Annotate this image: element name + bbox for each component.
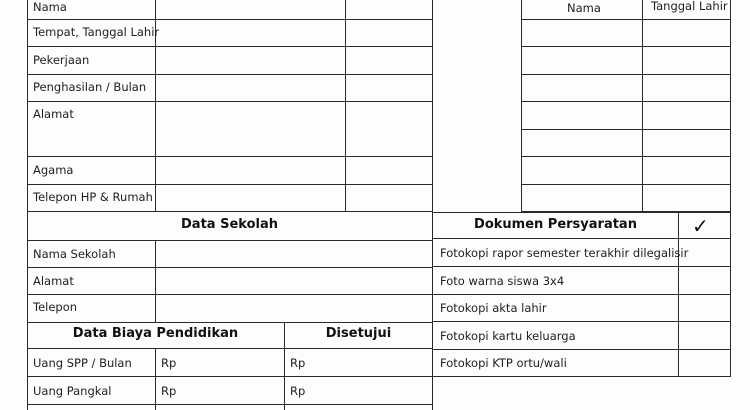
label-pekerjaan: Pekerjaan [33, 53, 90, 67]
spp-approved-currency: Rp [290, 356, 306, 370]
field-ttl-a[interactable] [156, 20, 345, 46]
sibling-6-dob[interactable] [643, 157, 730, 184]
label-alamat-sekolah: Alamat [33, 274, 74, 288]
field-nama-a[interactable] [156, 0, 345, 19]
field-pekerjaan-b[interactable] [346, 47, 432, 74]
sibling-5-dob[interactable] [643, 130, 730, 156]
field-nama-sekolah[interactable] [156, 241, 432, 267]
label-nama: Nama [33, 0, 67, 14]
check-foto[interactable] [680, 267, 730, 294]
field-penghasilan-a[interactable] [156, 75, 345, 101]
documents-title: Dokumen Persyaratan [474, 217, 637, 232]
field-telepon-a[interactable] [156, 185, 345, 211]
field-agama-a[interactable] [156, 157, 345, 184]
sibling-5-name[interactable] [522, 130, 642, 156]
field-telepon-b[interactable] [346, 185, 432, 211]
check-akta[interactable] [680, 295, 730, 321]
fees-title: Data Biaya Pendidikan [72, 326, 239, 341]
doc-akta-lahir: Fotokopi akta lahir [440, 301, 547, 315]
field-spp-approved[interactable] [308, 349, 432, 376]
fees-approved-title: Disetujui [325, 326, 392, 341]
sibling-1-dob[interactable] [643, 20, 730, 46]
label-nama-sekolah: Nama Sekolah [33, 247, 116, 261]
sibling-4-dob[interactable] [643, 102, 730, 129]
label-agama: Agama [33, 163, 74, 177]
doc-fotokopi-rapor: Fotokopi rapor semester terakhir dilegalisir [440, 246, 689, 260]
label-tempat-tanggal-lahir: Tempat, Tanggal Lahir [33, 25, 160, 39]
doc-ktp-ortu: Fotokopi KTP ortu/wali [440, 356, 567, 370]
field-penghasilan-b[interactable] [346, 75, 432, 101]
field-pangkal-amount[interactable] [178, 377, 284, 404]
sibling-7-dob[interactable] [643, 185, 730, 211]
pangkal-currency: Rp [161, 384, 177, 398]
doc-foto-warna: Foto warna siswa 3x4 [440, 274, 565, 288]
field-alamat-a[interactable] [156, 102, 345, 156]
field-spp-amount[interactable] [178, 349, 284, 376]
field-alamat-sekolah[interactable] [156, 268, 432, 294]
label-alamat: Alamat [33, 107, 74, 121]
spp-currency: Rp [161, 356, 177, 370]
check-kk[interactable] [680, 322, 730, 349]
school-data-title: Data Sekolah [181, 217, 278, 232]
field-pekerjaan-a[interactable] [156, 47, 345, 74]
label-penghasilan: Penghasilan / Bulan [33, 80, 147, 94]
label-telepon-hp-rumah: Telepon HP & Rumah [33, 190, 153, 204]
siblings-header-tanggal-lahir: Tanggal Lahir [651, 0, 728, 13]
check-rapor[interactable] [680, 240, 730, 266]
field-nama-b[interactable] [346, 0, 432, 19]
check-ktp[interactable] [680, 350, 730, 376]
label-telepon-sekolah: Telepon [33, 300, 78, 314]
sibling-3-dob[interactable] [643, 75, 730, 101]
checkmark-icon: ✓ [692, 214, 709, 238]
sibling-1-name[interactable] [522, 20, 642, 46]
sibling-2-name[interactable] [522, 47, 642, 74]
field-agama-b[interactable] [346, 157, 432, 184]
sibling-4-name[interactable] [522, 102, 642, 129]
siblings-header-nama: Nama [567, 1, 601, 15]
sibling-6-name[interactable] [522, 157, 642, 184]
field-pangkal-approved[interactable] [308, 377, 432, 404]
sibling-7-name[interactable] [522, 185, 642, 211]
sibling-3-name[interactable] [522, 75, 642, 101]
field-alamat-b[interactable] [346, 102, 432, 156]
field-ttl-b[interactable] [346, 20, 432, 46]
label-uang-spp: Uang SPP / Bulan [33, 356, 132, 370]
label-uang-pangkal: Uang Pangkal [33, 384, 112, 398]
field-telepon-sekolah[interactable] [156, 295, 432, 322]
doc-kartu-keluarga: Fotokopi kartu keluarga [440, 329, 576, 343]
pangkal-approved-currency: Rp [290, 384, 306, 398]
sibling-2-dob[interactable] [643, 47, 730, 74]
